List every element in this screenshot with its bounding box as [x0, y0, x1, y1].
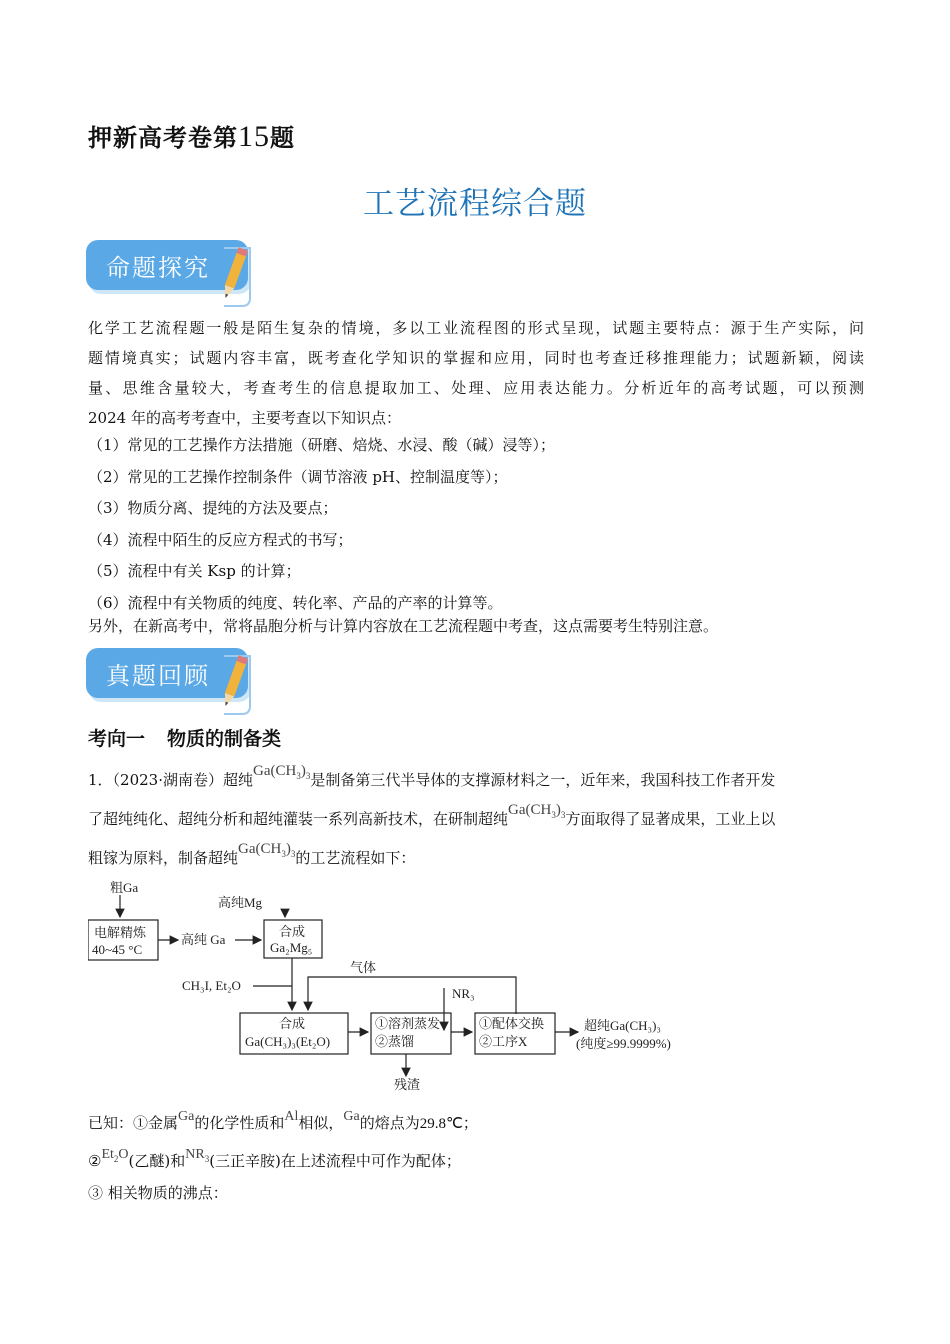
question-line-1 — [88, 762, 864, 798]
label-nr3: NR₃ — [452, 986, 475, 1001]
question-text: 1．（2023·湖南卷）超纯 — [88, 771, 253, 789]
formula-gach3: $Ga(CH_3)_3$ — [253, 763, 311, 781]
point-item: （3）物质分离、提纯的方法及要点； — [88, 499, 338, 517]
label-ligand-exchange: ①配体交换 — [479, 1016, 545, 1031]
point-item: （1）常见的工艺操作方法措施（研磨、焙烧、水浸、酸（碱）浸等）； — [88, 436, 556, 454]
intro-line: 化学工艺流程题一般是陌生复杂的情境，多以工业流程图的形式呈现，试题主要特点：源于生产实际，问 — [88, 319, 864, 337]
badge-label: 真题回顾 — [106, 662, 210, 690]
note-paragraph: 另外，在新高考中，常将晶胞分析与计算内容放在工艺流程题中考查，这点需要考生特别注意。 — [88, 617, 719, 635]
point-item: （2）常见的工艺操作控制条件（调节溶液 pH、控制温度等）； — [88, 467, 508, 486]
label-synth-2: 合成 — [279, 1016, 306, 1031]
question-text: 方面取得了显著成果，工业上以 — [565, 810, 776, 828]
label-process-x: ②工序X — [479, 1034, 528, 1049]
question-line-3 — [88, 840, 864, 876]
section-badge-review — [86, 648, 266, 718]
intro-line: 题情境真实；试题内容丰富，既考查化学知识的掌握和应用，同时也考查迁移推理能力；试题新颖，阅读 — [88, 349, 864, 367]
section-badge-explore — [86, 240, 266, 310]
symbol-ga: Ga — [343, 1109, 360, 1124]
question-text: 是制备第三代半导体的支撑源材料之一，近年来，我国科技工作者开发 — [310, 771, 776, 789]
formula-gach3: $Ga(CH_3)_3$ — [238, 841, 296, 859]
label-adduct: Ga(CH₃)₃(Et₂O) — [245, 1034, 331, 1049]
header-prefix: 押新高考卷第 — [88, 124, 238, 152]
melting-point: 29.8℃ — [419, 1116, 463, 1132]
intro-line: 2024 年的高考考查中，主要考查以下知识点： — [88, 409, 401, 427]
pencil-icon — [216, 242, 266, 310]
point-item: （6）流程中有关物质的纯度、转化率、产品的产率的计算等。 — [88, 593, 503, 612]
given-line-3: ③ 相关物质的沸点： — [88, 1184, 228, 1202]
question-text: 了超纯纯化、超纯分析和超纯灌装一系列高新技术，在研制超纯 — [88, 810, 509, 828]
label-high-ga: 高纯 Ga — [181, 932, 226, 947]
label-purity: (纯度≥99.9999%) — [576, 1036, 671, 1051]
question-text: 的工艺流程如下： — [295, 849, 416, 867]
label-electro-refine: 电解精炼 — [94, 925, 147, 940]
symbol-al: Al — [284, 1109, 299, 1124]
label-temperature: 40~45 °C — [92, 942, 143, 957]
symbol-et2o: $Et_2O$ — [101, 1147, 129, 1164]
section-topic: 物质的制备类 — [167, 728, 282, 750]
symbol-nr3: $NR_3$ — [185, 1147, 210, 1164]
question-text: 粗镓为原料，制备超纯 — [88, 849, 239, 867]
section-label: 考向一 — [88, 728, 146, 750]
label-reagents: CH₃I, Et₂O — [182, 978, 241, 993]
label-product: 超纯Ga(CH₃)₃ — [584, 1018, 661, 1033]
intro-line: 量、思维含量较大，考查考生的信息提取加工、处理、应用表达能力。分析近年的高考试题，可以预测 — [88, 379, 864, 397]
question-line-2 — [88, 801, 864, 837]
header-suffix: 题 — [270, 124, 295, 152]
label-solvent-evap: ①溶剂蒸发 — [375, 1016, 441, 1031]
point-item: （5）流程中有关 Ksp 的计算； — [88, 562, 301, 580]
label-high-mg: 高纯Mg — [218, 895, 263, 910]
header-number: 15 — [238, 120, 270, 153]
pencil-icon — [216, 650, 266, 718]
label-ga2mg5: Ga₂Mg₅ — [270, 940, 313, 955]
label-gas: 气体 — [350, 960, 377, 975]
label-residue: 残渣 — [394, 1077, 421, 1092]
formula-gach3: $Ga(CH_3)_3$ — [508, 802, 566, 820]
label-crude-ga: 粗Ga — [110, 880, 139, 895]
given-line-1: 已知：①金属Ga的化学性质和Al相似，Ga的熔点为29.8℃； — [88, 1109, 478, 1132]
intro-paragraph — [88, 313, 864, 433]
knowledge-points — [88, 430, 864, 619]
point-item: （4）流程中陌生的反应方程式的书写； — [88, 530, 353, 549]
page-header — [88, 118, 295, 154]
badge-label: 命题探究 — [106, 254, 210, 282]
main-title: 工艺流程综合题 — [363, 186, 587, 222]
symbol-ga: Ga — [178, 1109, 195, 1124]
label-synth-1: 合成 — [279, 924, 306, 939]
label-distill: ②蒸馏 — [375, 1034, 415, 1049]
section-heading — [88, 724, 281, 751]
process-flow-diagram — [88, 880, 708, 1095]
given-line-2: $②Et_2O$(乙醚)和$NR_3$(三正辛胺)在上述流程中可作为配体； — [88, 1147, 461, 1170]
